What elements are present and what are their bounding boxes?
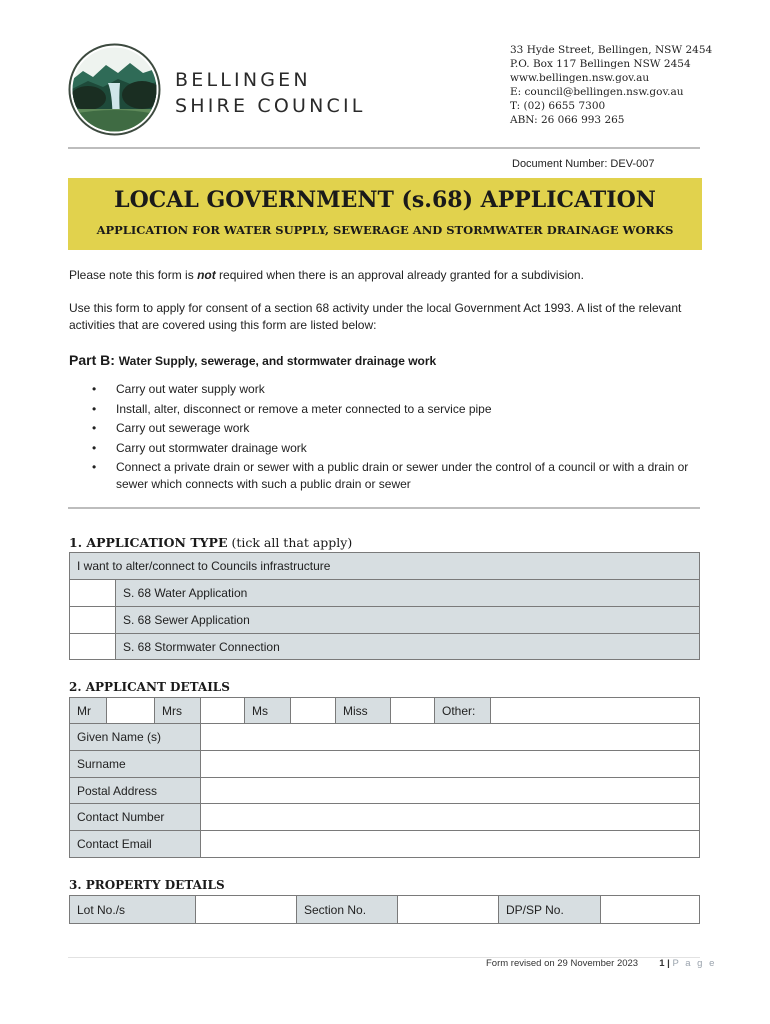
section3-heading: 3. PROPERTY DETAILS bbox=[69, 878, 225, 892]
list-item: • Connect a private drain or sewer with a public drain or sewer under the control of a council or with a drain or sewer which connects with such a public drain or sewer bbox=[69, 459, 701, 493]
intro-note-end: required when there is an approval already granted for a subdivision. bbox=[215, 268, 584, 282]
property-details-table bbox=[69, 895, 700, 924]
postal-address-field[interactable] bbox=[201, 778, 700, 804]
part-b-heading bbox=[69, 352, 436, 368]
section-divider bbox=[68, 507, 700, 509]
activity-list bbox=[69, 381, 701, 496]
sewer-application-checkbox[interactable] bbox=[70, 607, 116, 634]
revision-date: Form revised on 29 November 2023 bbox=[486, 958, 639, 969]
form-subtitle: APPLICATION FOR WATER SUPPLY, SEWERAGE AND STORMWATER DRAINAGE WORKS bbox=[96, 223, 674, 237]
section1-title: 1. APPLICATION TYPE bbox=[69, 535, 228, 550]
title-mr-checkbox[interactable] bbox=[107, 698, 155, 725]
address-street: 33 Hyde Street, Bellingen, NSW 2454 bbox=[510, 44, 713, 56]
sewer-application-label: S. 68 Sewer Application bbox=[116, 607, 700, 634]
application-type-table bbox=[69, 552, 700, 660]
water-application-checkbox[interactable] bbox=[70, 580, 116, 607]
contact-email-field[interactable] bbox=[201, 831, 700, 858]
part-b-label: Part B: bbox=[69, 352, 115, 368]
org-name-line1: BELLINGEN bbox=[175, 69, 311, 91]
address-pobox: P.O. Box 117 Bellingen NSW 2454 bbox=[510, 58, 691, 70]
intro-note bbox=[69, 267, 701, 284]
address-abn: ABN: 26 066 993 265 bbox=[510, 114, 625, 126]
lot-no-label: Lot No./s bbox=[70, 896, 196, 924]
applicant-details-table bbox=[69, 723, 700, 858]
title-other-label: Other: bbox=[435, 698, 491, 725]
given-name-label: Given Name (s) bbox=[70, 724, 201, 751]
lot-no-field[interactable] bbox=[196, 896, 297, 924]
stormwater-connection-checkbox[interactable] bbox=[70, 634, 116, 660]
list-item: • Install, alter, disconnect or remove a meter connected to a service pipe bbox=[69, 401, 701, 418]
title-mrs-label: Mrs bbox=[155, 698, 201, 725]
water-application-label: S. 68 Water Application bbox=[116, 580, 700, 607]
address-phone: T: (02) 6655 7300 bbox=[510, 100, 606, 112]
list-item: • Carry out stormwater drainage work bbox=[69, 440, 701, 457]
address-email: E: council@bellingen.nsw.gov.au bbox=[510, 86, 684, 98]
given-name-field[interactable] bbox=[201, 724, 700, 751]
title-miss-checkbox[interactable] bbox=[391, 698, 435, 725]
header-divider bbox=[68, 147, 700, 149]
contact-number-label: Contact Number bbox=[70, 804, 201, 831]
dp-sp-no-field[interactable] bbox=[601, 896, 700, 924]
title-ms-label: Ms bbox=[245, 698, 291, 725]
contact-email-label: Contact Email bbox=[70, 831, 201, 858]
surname-label: Surname bbox=[70, 751, 201, 778]
section1-hint: (tick all that apply) bbox=[227, 535, 353, 550]
section2-heading: 2. APPLICANT DETAILS bbox=[69, 680, 230, 694]
council-logo bbox=[68, 43, 161, 136]
dp-sp-no-label: DP/SP No. bbox=[499, 896, 601, 924]
intro-note-emphasis: not bbox=[197, 268, 216, 282]
list-item: • Carry out water supply work bbox=[69, 381, 701, 398]
section1-heading bbox=[69, 535, 352, 550]
title-mrs-checkbox[interactable] bbox=[201, 698, 245, 725]
page-number: 1 bbox=[659, 958, 665, 969]
title-other-field[interactable] bbox=[491, 698, 700, 725]
application-type-header: I want to alter/connect to Councils infrastructure bbox=[70, 553, 700, 580]
title-table bbox=[69, 697, 700, 725]
address-website: www.bellingen.nsw.gov.au bbox=[510, 72, 650, 84]
form-title: LOCAL GOVERNMENT (s.68) APPLICATION bbox=[114, 187, 656, 213]
section-no-field[interactable] bbox=[398, 896, 499, 924]
title-miss-label: Miss bbox=[336, 698, 391, 725]
title-mr-label: Mr bbox=[70, 698, 107, 725]
postal-address-label: Postal Address bbox=[70, 778, 201, 804]
section-no-label: Section No. bbox=[297, 896, 398, 924]
part-b-title: Water Supply, sewerage, and stormwater drainage work bbox=[118, 354, 437, 368]
page-footer bbox=[486, 958, 716, 969]
intro-use-text: Use this form to apply for consent of a section 68 activity under the local Government Act 1993. A list of the relevant activities that are covered using this form are listed below: bbox=[69, 301, 682, 332]
document-number: Document Number: DEV-007 bbox=[512, 158, 655, 170]
stormwater-connection-label: S. 68 Stormwater Connection bbox=[116, 634, 700, 660]
org-name-line2: SHIRE COUNCIL bbox=[175, 95, 366, 117]
page-separator: | bbox=[664, 958, 673, 969]
surname-field[interactable] bbox=[201, 751, 700, 778]
title-ms-checkbox[interactable] bbox=[291, 698, 336, 725]
intro-note-start: Please note this form is bbox=[69, 268, 198, 282]
list-item: • Carry out sewerage work bbox=[69, 420, 701, 437]
contact-number-field[interactable] bbox=[201, 804, 700, 831]
page-label: P a g e bbox=[672, 958, 717, 969]
